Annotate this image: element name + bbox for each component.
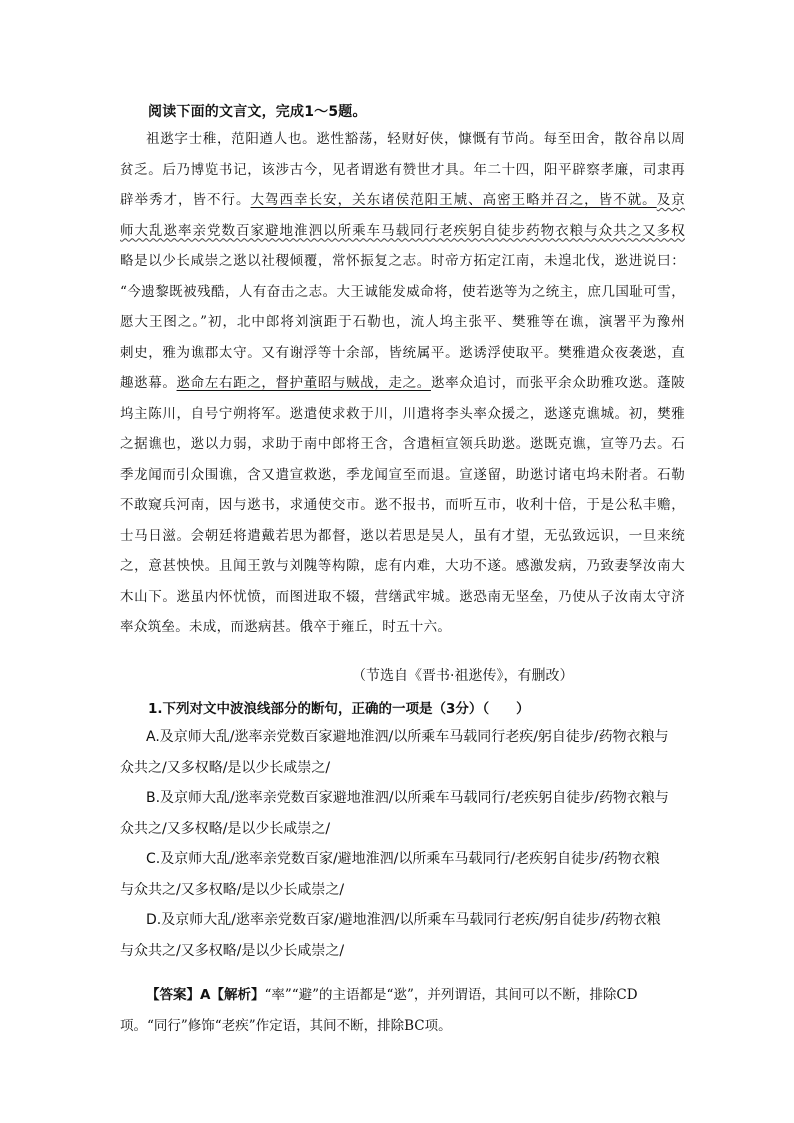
option-b: B.及京师大乱/逖率亲党数百家避地淮泗/以所乘车马载同行/老疾躬自徒步/药物衣粮与	[146, 790, 669, 806]
passage-line: 趣逖幕。逖命左右距之，督护董昭与贼战，走之。逖率众追讨，而张平余众助雅攻逖。蓬陂	[120, 375, 686, 391]
passage-line: 士马日滋。会朝廷将遣戴若思为都督，逖以若思是吴人，虽有才望，无弘致远识，一旦来统	[120, 527, 685, 544]
classical-passage	[120, 124, 685, 643]
option-a: A.及京师大乱/逖率亲党数百家避地淮泗/以所乘车马载同行老疾/躬自徒步/药物衣粮与	[146, 729, 669, 745]
passage-line: 辟举秀才，皆不行。大驾西幸长安，关东诸侯范阳王虓、高密王略并召之，皆不就。及京	[120, 192, 685, 208]
passage-line: 之据谯也，逖以力弱，求助于南中郎将王含，含遣桓宣领兵助逖。逖既克谯，宣等乃去。石	[120, 436, 685, 452]
passage-line: 木山下。逖虽内怀忧愤，而图进取不辍，营缮武牢城。逖恐南无坚垒，乃使从子汝南太守济	[120, 588, 685, 605]
underlined-sentence: 大驾西幸长安，关东诸侯范阳王虓、高密王略并召之，皆不就。	[250, 192, 657, 208]
passage-line: 贫乏。后乃博览书记，该涉古今，见者谓逖有赞世才具。年二十四，阳平辟察孝廉，司隶再	[120, 161, 685, 178]
answer-line: 【答案】A【解析】“率”“避”的主语都是“逖”，并列谓语，其间可以不断，排除CD	[146, 987, 638, 1003]
option-d-continued: 与众共之/又多权略/是以少长咸崇之/	[120, 942, 345, 959]
passage-line: 率众筑垒。未成，而逖病甚。俄卒于雍丘，时五十六。	[120, 619, 452, 635]
wavy-underlined-segment: 师大乱逖率亲党数百家避地淮泗以所乘车马载同行老疾躬自徒步药物衣粮与众共之又多权	[120, 222, 685, 239]
option-c-continued: 与众共之/又多权略/是以少长咸崇之/	[120, 881, 345, 898]
passage-line: 不敢窥兵河南，因与逖书，求通使交市。逖不报书，而听互市，收利十倍，于是公私丰赡，	[120, 497, 685, 513]
option-b-continued: 众共之/又多权略/是以少长咸崇之/	[120, 820, 331, 837]
underlined-sentence: 逖命左右距之，督护董昭与贼战，走之。	[176, 375, 431, 391]
option-c: C.及京师大乱/逖率亲党数百家/避地淮泗/以所乘车马载同行/老疾躬自徒步/药物衣粮	[146, 851, 660, 867]
answer-options	[120, 722, 685, 966]
passage-line: 之，意甚怏怏。且闻王敦与刘隗等构隙，虑有内难，大功不遂。感激发病，乃致妻孥汝南大	[120, 558, 685, 574]
wavy-underlined-segment: 及京	[656, 192, 685, 208]
question-1: 1.下列对文中波浪线部分的断句，正确的一项是（3分）（ ）	[148, 701, 530, 717]
passage-line: 略是以少长咸崇之逖以社稷倾覆，常怀振复之志。时帝方拓定江南，未遑北伐，逖进说曰：	[120, 253, 685, 269]
reading-heading: 阅读下面的文言文，完成1～5题。	[148, 104, 367, 120]
passage-line	[120, 216, 685, 247]
passage-line: 坞主陈川，自号宁朔将军。逖遣使求救于川，川遣将李头率众援之，逖遂克谯城。初，樊雅	[120, 405, 685, 422]
answer-explanation	[120, 980, 685, 1041]
answer-tag: 【答案】A【解析】	[146, 987, 265, 1003]
passage-line: 刺史，雅为谯郡太守。又有谢浮等十余部，皆统属平。逖诱浮使取平。樊雅遣众夜袭逖，直	[120, 344, 685, 361]
answer-line: 项。“同行”修饰“老疾”作定语，其间不断，排除BC项。	[120, 1017, 452, 1034]
source-citation: （节选自《晋书·祖逖传》，有删改）	[352, 668, 574, 684]
passage-line: “今遗黎既被残酷，人有奋击之志。大王诚能发威命将，使若逖等为之统主，庶几国耻可雪，	[120, 283, 685, 300]
passage-line: 季龙闻而引众围谯，含又遣宣救逖，季龙闻宣至而退。宣遂留，助逖讨诸屯坞未附者。石勒	[120, 466, 685, 483]
option-d: D.及京师大乱/逖率亲党数百家/避地淮泗/以所乘车马载同行老疾/躬自徒步/药物衣粮	[146, 912, 661, 928]
passage-line: 祖逖字士稚，范阳遒人也。逖性豁荡，轻财好侠，慷慨有节尚。每至田舍，散谷帛以周	[146, 131, 685, 147]
passage-line: 愿大王图之。”初，北中郎将刘演距于石勒也，流人坞主张平、樊雅等在谯，演署平为豫州	[120, 314, 685, 330]
option-a-continued: 众共之/又多权略/是以少长咸崇之/	[120, 759, 331, 776]
